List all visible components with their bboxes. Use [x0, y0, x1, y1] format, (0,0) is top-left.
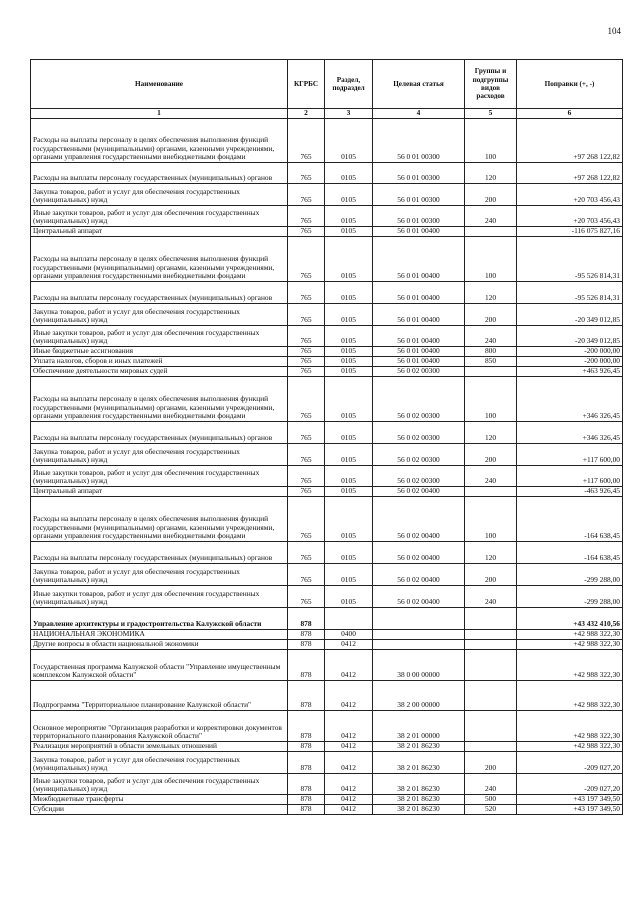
table-row	[31, 608, 623, 630]
row-kgrbs: 878	[288, 711, 325, 742]
table-row	[31, 237, 623, 282]
table-row	[31, 206, 623, 227]
row-group: 200	[465, 184, 517, 206]
row-group: 240	[465, 326, 517, 347]
row-kgrbs: 765	[288, 357, 325, 367]
row-target: 56 0 01 00300	[373, 119, 465, 163]
row-group	[465, 681, 517, 711]
row-kgrbs: 765	[288, 377, 325, 422]
budget-table	[30, 59, 623, 815]
row-name: Закупка товаров, работ и услуг для обеспечения государственных (муниципальных) нужд	[31, 304, 288, 326]
row-kgrbs: 765	[288, 304, 325, 326]
table-row	[31, 742, 623, 752]
row-amount: +20 703 456,43	[517, 206, 623, 227]
row-name: Управление архитектуры и градостроительства Калужской области	[31, 608, 288, 630]
row-target: 56 0 02 00300	[373, 444, 465, 466]
row-amount: -116 075 827,16	[517, 227, 623, 237]
row-group: 240	[465, 466, 517, 487]
row-kgrbs: 765	[288, 163, 325, 184]
row-section: 0105	[325, 542, 373, 564]
row-amount: +117 600,00	[517, 444, 623, 466]
row-kgrbs: 765	[288, 444, 325, 466]
row-kgrbs: 765	[288, 586, 325, 608]
row-amount: +42 988 322,30	[517, 742, 623, 752]
row-group: 120	[465, 163, 517, 184]
row-amount: +97 268 122,82	[517, 119, 623, 163]
row-section: 0105	[325, 347, 373, 357]
row-amount: -20 349 012,85	[517, 304, 623, 326]
table-row	[31, 184, 623, 206]
row-target: 56 0 02 00300	[373, 466, 465, 487]
row-name: Центральный аппарат	[31, 227, 288, 237]
row-name: Расходы на выплаты персоналу в целях обеспечения выполнения функций государственными (муниципальными) органами, казенными учреждениями, органами управления государственными внебюджетными фондами	[31, 497, 288, 542]
row-kgrbs: 765	[288, 497, 325, 542]
row-name: Субсидии	[31, 805, 288, 815]
row-target: 56 0 01 00300	[373, 206, 465, 227]
table-row	[31, 466, 623, 487]
row-section: 0105	[325, 237, 373, 282]
row-name: Иные закупки товаров, работ и услуг для обеспечения государственных (муниципальных) нужд	[31, 774, 288, 795]
table-row	[31, 119, 623, 163]
row-amount: -164 638,45	[517, 542, 623, 564]
row-target: 56 0 01 00400	[373, 347, 465, 357]
row-name: Расходы на выплаты персоналу в целях обеспечения выполнения функций государственными (муниципальными) органами, казенными учреждениями, органами управления государственными внебюджетными фондами	[31, 377, 288, 422]
row-section: 0412	[325, 774, 373, 795]
row-section: 0105	[325, 357, 373, 367]
header-kgrbs: КГРБС	[288, 60, 325, 109]
table-row	[31, 377, 623, 422]
row-target: 38 2 01 86230	[373, 795, 465, 805]
row-name: Закупка товаров, работ и услуг для обеспечения государственных (муниципальных) нужд	[31, 184, 288, 206]
row-section: 0105	[325, 586, 373, 608]
row-amount: -200 000,00	[517, 357, 623, 367]
row-target: 56 0 02 00400	[373, 586, 465, 608]
row-group	[465, 227, 517, 237]
row-kgrbs: 878	[288, 752, 325, 774]
table-body	[31, 119, 623, 815]
column-number: 1	[31, 109, 288, 119]
row-kgrbs: 765	[288, 422, 325, 444]
row-group: 240	[465, 586, 517, 608]
row-kgrbs: 878	[288, 681, 325, 711]
row-group: 120	[465, 282, 517, 304]
header-amendments: Поправки (+, -)	[517, 60, 623, 109]
row-kgrbs: 765	[288, 326, 325, 347]
table-row	[31, 357, 623, 367]
row-group	[465, 630, 517, 640]
row-target: 56 0 01 00400	[373, 237, 465, 282]
row-group: 100	[465, 497, 517, 542]
row-group: 520	[465, 805, 517, 815]
row-group: 100	[465, 377, 517, 422]
row-section: 0105	[325, 487, 373, 497]
row-target: 56 0 01 00300	[373, 163, 465, 184]
row-section: 0105	[325, 119, 373, 163]
row-amount: +42 988 322,30	[517, 650, 623, 681]
row-section: 0412	[325, 742, 373, 752]
row-amount: +20 703 456,43	[517, 184, 623, 206]
row-section: 0412	[325, 711, 373, 742]
row-group: 500	[465, 795, 517, 805]
row-target: 56 0 01 00400	[373, 227, 465, 237]
row-amount: +43 432 410,56	[517, 608, 623, 630]
row-group: 850	[465, 357, 517, 367]
column-number: 4	[373, 109, 465, 119]
row-kgrbs: 765	[288, 282, 325, 304]
row-group: 240	[465, 774, 517, 795]
table-row	[31, 227, 623, 237]
row-name: Закупка товаров, работ и услуг для обеспечения государственных (муниципальных) нужд	[31, 564, 288, 586]
row-kgrbs: 765	[288, 487, 325, 497]
row-kgrbs: 765	[288, 564, 325, 586]
row-amount: -164 638,45	[517, 497, 623, 542]
row-kgrbs: 878	[288, 774, 325, 795]
row-name: Расходы на выплаты персоналу государственных (муниципальных) органов	[31, 282, 288, 304]
row-section: 0105	[325, 206, 373, 227]
row-kgrbs: 878	[288, 795, 325, 805]
row-section: 0412	[325, 805, 373, 815]
row-section	[325, 608, 373, 630]
row-amount: -209 027,20	[517, 774, 623, 795]
row-amount: +42 988 322,30	[517, 640, 623, 650]
row-target: 56 0 02 00300	[373, 422, 465, 444]
table-row	[31, 630, 623, 640]
row-kgrbs: 878	[288, 742, 325, 752]
row-name: Расходы на выплаты персоналу государственных (муниципальных) органов	[31, 163, 288, 184]
column-number: 2	[288, 109, 325, 119]
row-kgrbs: 765	[288, 542, 325, 564]
row-group	[465, 487, 517, 497]
row-name: Обеспечение деятельности мировых судей	[31, 367, 288, 377]
row-amount: +346 326,45	[517, 377, 623, 422]
row-section: 0412	[325, 795, 373, 805]
row-target: 38 2 01 86230	[373, 742, 465, 752]
row-amount: +43 197 349,50	[517, 795, 623, 805]
row-target: 38 2 01 00000	[373, 711, 465, 742]
header-target: Целевая статья	[373, 60, 465, 109]
row-name: Закупка товаров, работ и услуг для обеспечения государственных (муниципальных) нужд	[31, 444, 288, 466]
row-section: 0105	[325, 163, 373, 184]
row-target: 38 2 01 86230	[373, 805, 465, 815]
row-name: Иные закупки товаров, работ и услуг для обеспечения государственных (муниципальных) нужд	[31, 326, 288, 347]
row-target	[373, 608, 465, 630]
row-section: 0105	[325, 564, 373, 586]
row-name: Иные бюджетные ассигнования	[31, 347, 288, 357]
row-section: 0105	[325, 466, 373, 487]
row-group: 200	[465, 444, 517, 466]
row-section: 0105	[325, 377, 373, 422]
column-number: 5	[465, 109, 517, 119]
row-group: 120	[465, 542, 517, 564]
row-kgrbs: 878	[288, 650, 325, 681]
row-amount: -20 349 012,85	[517, 326, 623, 347]
row-kgrbs: 765	[288, 367, 325, 377]
row-amount: -463 926,45	[517, 487, 623, 497]
row-name: Реализация мероприятий в области земельных отношений	[31, 742, 288, 752]
table-row	[31, 163, 623, 184]
table-row	[31, 422, 623, 444]
row-group	[465, 608, 517, 630]
row-target: 56 0 02 00400	[373, 497, 465, 542]
row-amount: +42 988 322,30	[517, 681, 623, 711]
row-kgrbs: 878	[288, 805, 325, 815]
row-name: Расходы на выплаты персоналу в целях обеспечения выполнения функций государственными (муниципальными) органами, казенными учреждениями, органами управления государственными внебюджетными фондами	[31, 119, 288, 163]
row-section: 0105	[325, 326, 373, 347]
row-name: Иные закупки товаров, работ и услуг для обеспечения государственных (муниципальных) нужд	[31, 466, 288, 487]
table-row	[31, 795, 623, 805]
row-section: 0412	[325, 650, 373, 681]
row-target: 56 0 02 00400	[373, 542, 465, 564]
table-row	[31, 497, 623, 542]
row-section: 0105	[325, 184, 373, 206]
row-amount: +43 197 349,50	[517, 805, 623, 815]
row-name: Расходы на выплаты персоналу в целях обеспечения выполнения функций государственными (муниципальными) органами, казенными учреждениями, органами управления государственными внебюджетными фондами	[31, 237, 288, 282]
row-kgrbs: 765	[288, 227, 325, 237]
row-name: НАЦИОНАЛЬНАЯ ЭКОНОМИКА	[31, 630, 288, 640]
row-group	[465, 742, 517, 752]
row-target: 56 0 02 00300	[373, 377, 465, 422]
row-target: 56 0 02 00400	[373, 564, 465, 586]
row-section: 0412	[325, 752, 373, 774]
row-amount: +117 600,00	[517, 466, 623, 487]
row-section: 0105	[325, 367, 373, 377]
row-kgrbs: 765	[288, 237, 325, 282]
table-row	[31, 367, 623, 377]
table-row	[31, 487, 623, 497]
row-section: 0105	[325, 497, 373, 542]
row-group: 100	[465, 119, 517, 163]
table-row	[31, 650, 623, 681]
row-target: 56 0 01 00300	[373, 184, 465, 206]
row-kgrbs: 765	[288, 184, 325, 206]
row-group: 120	[465, 422, 517, 444]
column-number: 3	[325, 109, 373, 119]
row-kgrbs: 878	[288, 630, 325, 640]
row-name: Иные закупки товаров, работ и услуг для обеспечения государственных (муниципальных) нужд	[31, 586, 288, 608]
row-amount: +463 926,45	[517, 367, 623, 377]
row-kgrbs: 878	[288, 608, 325, 630]
row-target: 56 0 01 00400	[373, 326, 465, 347]
row-name: Иные закупки товаров, работ и услуг для обеспечения государственных (муниципальных) нужд	[31, 206, 288, 227]
table-row	[31, 326, 623, 347]
row-target: 38 2 01 86230	[373, 752, 465, 774]
row-section: 0105	[325, 444, 373, 466]
row-amount: +42 988 322,30	[517, 630, 623, 640]
row-section: 0412	[325, 640, 373, 650]
row-amount: -95 526 814,31	[517, 237, 623, 282]
header-group: Группы и подгруппы видов расходов	[465, 60, 517, 109]
row-group: 200	[465, 752, 517, 774]
row-kgrbs: 765	[288, 119, 325, 163]
row-name: Государственная программа Калужской области "Управление имущественным комплексом Калужской области"	[31, 650, 288, 681]
row-kgrbs: 878	[288, 640, 325, 650]
row-name: Другие вопросы в области национальной экономики	[31, 640, 288, 650]
header-name: Наименование	[31, 60, 288, 109]
row-section: 0105	[325, 227, 373, 237]
row-name: Основное мероприятие "Организация разработки и корректировки документов территориального планирования Калужской области"	[31, 711, 288, 742]
table-row	[31, 586, 623, 608]
row-target: 56 0 01 00400	[373, 282, 465, 304]
row-amount: +346 326,45	[517, 422, 623, 444]
row-target: 56 0 01 00400	[373, 357, 465, 367]
row-section: 0105	[325, 304, 373, 326]
row-target: 56 0 02 00400	[373, 487, 465, 497]
row-group: 200	[465, 304, 517, 326]
column-number: 6	[517, 109, 623, 119]
row-group	[465, 650, 517, 681]
row-group: 100	[465, 237, 517, 282]
table-row	[31, 542, 623, 564]
row-kgrbs: 765	[288, 206, 325, 227]
header-section: Раздел, подраздел	[325, 60, 373, 109]
row-group: 200	[465, 564, 517, 586]
row-kgrbs: 765	[288, 466, 325, 487]
table-row	[31, 444, 623, 466]
row-name: Уплата налогов, сборов и иных платежей	[31, 357, 288, 367]
row-group	[465, 640, 517, 650]
table-row	[31, 711, 623, 742]
page-number: 104	[607, 26, 621, 36]
table-row	[31, 681, 623, 711]
row-group	[465, 367, 517, 377]
row-name: Подпрограмма "Территориальное планирование Калужской области"	[31, 681, 288, 711]
row-group: 800	[465, 347, 517, 357]
row-group: 240	[465, 206, 517, 227]
row-amount: -299 288,00	[517, 586, 623, 608]
row-section: 0400	[325, 630, 373, 640]
row-section: 0412	[325, 681, 373, 711]
table-row	[31, 282, 623, 304]
header-row	[31, 60, 623, 109]
row-amount: -299 288,00	[517, 564, 623, 586]
row-target	[373, 630, 465, 640]
table-row	[31, 640, 623, 650]
table-row	[31, 347, 623, 357]
row-target: 56 0 02 00300	[373, 367, 465, 377]
row-group	[465, 711, 517, 742]
row-amount: -95 526 814,31	[517, 282, 623, 304]
table-row	[31, 304, 623, 326]
row-target	[373, 640, 465, 650]
table-row	[31, 752, 623, 774]
row-target: 38 2 00 00000	[373, 681, 465, 711]
row-name: Межбюджетные трансферты	[31, 795, 288, 805]
row-target: 38 2 01 86230	[373, 774, 465, 795]
row-name: Расходы на выплаты персоналу государственных (муниципальных) органов	[31, 422, 288, 444]
row-amount: +42 988 322,30	[517, 711, 623, 742]
table-row	[31, 805, 623, 815]
row-target: 38 0 00 00000	[373, 650, 465, 681]
row-name: Расходы на выплаты персоналу государственных (муниципальных) органов	[31, 542, 288, 564]
column-number-row	[31, 109, 623, 119]
row-section: 0105	[325, 282, 373, 304]
row-kgrbs: 765	[288, 347, 325, 357]
row-name: Центральный аппарат	[31, 487, 288, 497]
row-amount: +97 268 122,82	[517, 163, 623, 184]
row-section: 0105	[325, 422, 373, 444]
row-target: 56 0 01 00400	[373, 304, 465, 326]
table-row	[31, 774, 623, 795]
row-name: Закупка товаров, работ и услуг для обеспечения государственных (муниципальных) нужд	[31, 752, 288, 774]
row-amount: -200 000,00	[517, 347, 623, 357]
row-amount: -209 027,20	[517, 752, 623, 774]
table-row	[31, 564, 623, 586]
